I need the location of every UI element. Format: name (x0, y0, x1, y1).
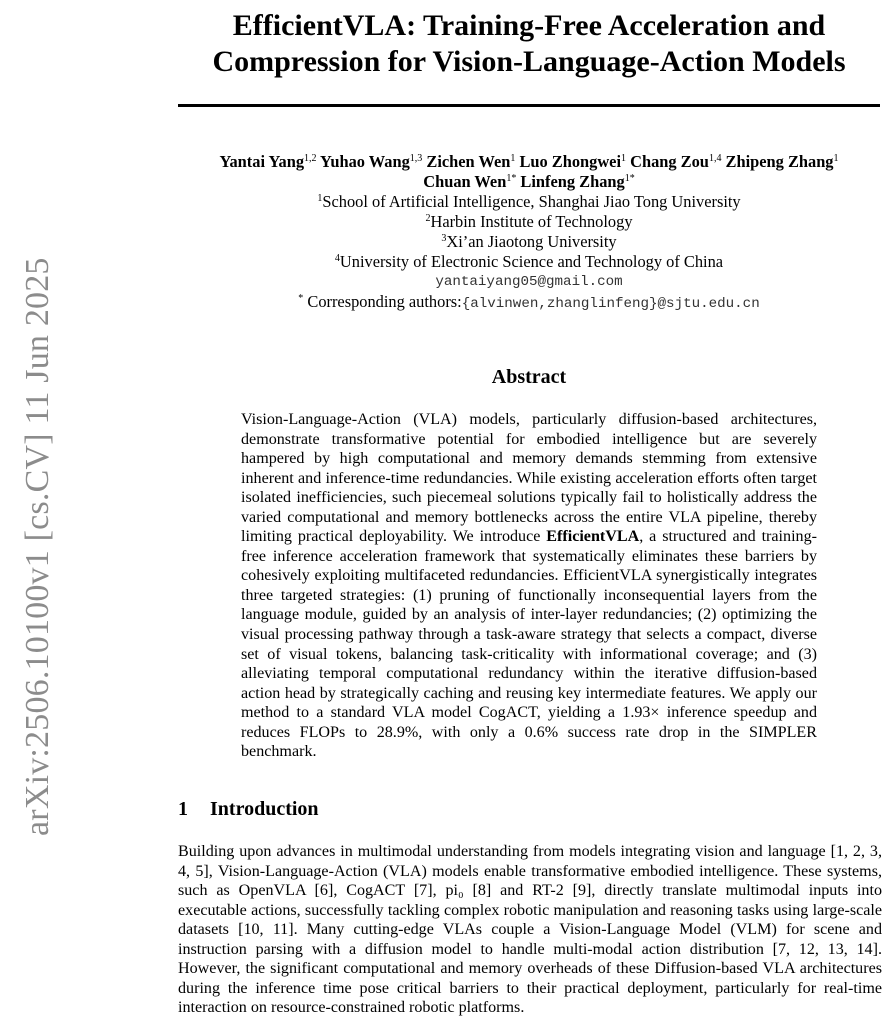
author: Zhipeng Zhang (725, 152, 834, 171)
section-heading (178, 796, 319, 822)
author: Yantai Yang (219, 152, 305, 171)
paper-title (178, 8, 880, 80)
title-divider (178, 104, 880, 107)
intro-paragraph: Building upon advances in multimodal understanding from models integrating vision and language [1, 2, 3, 4, 5], Vision-Language-Action (VLA) models enable transformative embodied intelligence. These systems, such as OpenVLA [6], CogACT [7], pi₀ [8] and RT-2 [9], directly translate multimodal inputs into executable actions, successfully tackling complex robotic manipulation and reasoning tasks using large-scale datasets [10, 11]. Many cutting-edge VLAs couple a Vision-Language Model (VLM) for scene and instruction parsing with a diffusion model to handle multi-modal action distribution [7, 12, 13, 14]. However, the significant computational and memory overheads of these Diffusion-based VLA architectures during the inference time pose critical barriers to their practical deployment, particularly for real-time interaction on resource-constrained robotic platforms. (178, 843, 882, 1016)
title-line-2: Compression for Vision-Language-Action Models (212, 45, 846, 78)
corresponding-label: Corresponding authors: (307, 292, 462, 311)
abstract-heading: Abstract (491, 366, 567, 388)
corresponding-authors (178, 292, 880, 314)
author: Linfeng Zhang (520, 172, 625, 191)
affiliation-name: University of Electronic Science and Technology of China (339, 252, 724, 271)
author-block (178, 152, 880, 314)
author-affil: 1,3 (409, 153, 423, 164)
author-affil: 1* (624, 173, 635, 184)
author-affil: 1 (833, 153, 839, 164)
abstract-text-1: Vision-Language-Action (VLA) models, particularly diffusion-based architectures, demonstrate transformative potential for embodied intelligence but are severely hampered by high computational and memory demands stemming from extensive inherent and inference-time redundancies. While existing acceleration efforts often target isolated inefficiencies, such piecemeal solutions typically fail to holistically address the varied computational and memory bottlenecks across the entire VLA pipeline, thereby limiting practical deployability. We introduce (241, 411, 817, 546)
author: Chang Zou (630, 152, 709, 171)
arxiv-identifier: arXiv:2506.10100v1 [cs.CV] 11 Jun 2025 (19, 257, 56, 836)
abstract-method-name: EfficientVLA (546, 528, 640, 546)
author-affil: 1 (621, 153, 627, 164)
author-affil: 1,4 (708, 153, 722, 164)
affiliation-mark: 2 (425, 213, 431, 224)
affiliation (178, 212, 880, 232)
author-email: yantaiyang05@gmail.com (435, 274, 623, 290)
author-names (178, 152, 880, 192)
author-affil: 1* (506, 173, 517, 184)
affiliation-name: Harbin Institute of Technology (430, 212, 633, 231)
affiliation-name: School of Artificial Intelligence, Shanghai Jiao Tong University (322, 192, 741, 211)
author: Yuhao Wang (320, 152, 410, 171)
corresponding-mark: * (298, 293, 304, 304)
abstract-text-2: , a structured and training-free inference acceleration framework that systematically eliminates these barriers by cohesively exploiting multifaceted redundancies. EfficientVLA synergistically integrates three targeted strategies: (1) pruning of functionally inconsequential layers from the language module, guided by an analysis of inter-layer redundancies; (2) optimizing the visual processing pathway through a task-aware strategy that selects a compact, diverse set of visual tokens, balancing task-criticality with informational coverage; and (3) alleviating temporal computational redundancy within the iterative diffusion-based action head by strategically caching and reusing key intermediate features. We apply our method to a standard VLA model CogACT, yielding a 1.93× inference speedup and reduces FLOPs to 28.9%, with only a 0.6% success rate drop in the SIMPLER benchmark. (241, 528, 817, 761)
author-affil: 1 (510, 153, 516, 164)
affiliation (178, 232, 880, 252)
affiliation-mark: 3 (441, 233, 447, 244)
section-title: Introduction (210, 798, 319, 820)
corresponding-emails: {alvinwen,zhanglinfeng}@sjtu.edu.cn (461, 296, 760, 312)
author: Zichen Wen (426, 152, 511, 171)
affiliation-mark: 4 (334, 253, 340, 264)
author-affil: 1,2 (304, 153, 317, 164)
title-line-1: EfficientVLA: Training-Free Acceleration and (232, 9, 826, 42)
abstract-body (241, 410, 817, 762)
author: Chuan Wen (423, 172, 507, 191)
affiliation (178, 252, 880, 272)
affiliation (178, 192, 880, 212)
author: Luo Zhongwei (519, 152, 622, 171)
section-number: 1 (178, 798, 188, 820)
affiliation-name: Xi’an Jiaotong University (446, 232, 617, 251)
affiliation-mark: 1 (317, 193, 323, 204)
